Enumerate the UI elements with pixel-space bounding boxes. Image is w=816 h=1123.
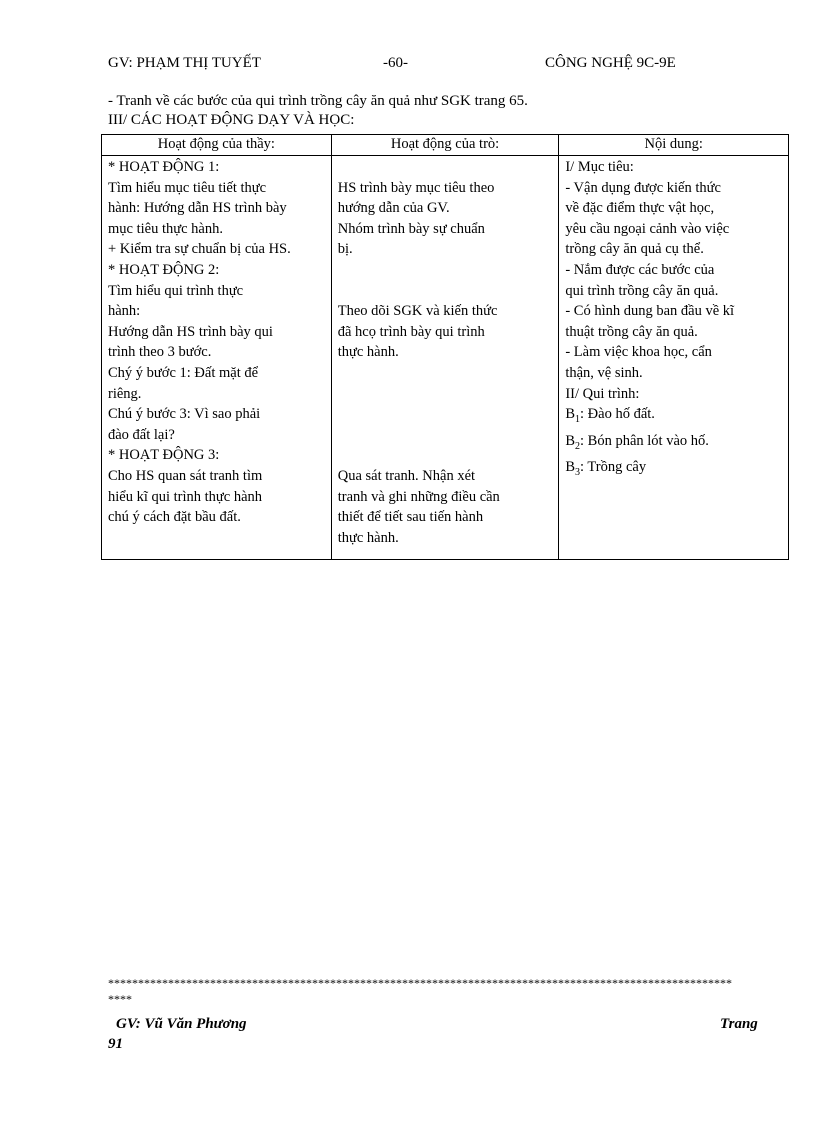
procedure-step: [565, 404, 783, 430]
header-teacher-activity: Hoạt động của thầy:: [102, 135, 332, 156]
activities-table: [101, 134, 789, 560]
teacher-activity-line: Hướng dẫn HS trình bày qui: [108, 323, 273, 340]
footer-page-number: 91: [108, 1036, 123, 1052]
content-cell: [559, 156, 789, 560]
student-activity-line: [338, 404, 554, 425]
step-text: : Bón phân lót vào hố.: [580, 432, 709, 449]
step-index: 1: [575, 414, 581, 426]
student-activity-line: [338, 425, 554, 446]
header-teacher: GV: PHẠM THỊ TUYẾT: [108, 55, 261, 71]
step-text: : Đào hố đất.: [580, 406, 655, 423]
student-activity-line: [338, 157, 554, 178]
step-letter: B: [565, 406, 576, 423]
footer-author: GV: Vũ Văn Phương: [116, 1016, 247, 1032]
student-activity-cell: [331, 156, 559, 560]
step-index: 2: [575, 440, 581, 452]
teacher-activity-line: * HOẠT ĐỘNG 3:: [108, 447, 220, 464]
footer-trang: Trang: [720, 1016, 758, 1032]
student-activity-line: Qua sát tranh. Nhận xét: [337, 467, 476, 484]
student-activity-line: bị.: [337, 241, 353, 258]
content-line: - Nắm được các bước của: [565, 261, 715, 278]
content-line: - Làm việc khoa học, cẩn: [565, 344, 712, 361]
student-activity-line: [338, 445, 554, 466]
teacher-activity-line: Cho HS quan sát tranh tìm: [108, 467, 263, 484]
step-letter: B: [565, 432, 576, 449]
content-line: qui trình trồng cây ăn quả.: [565, 282, 719, 299]
content-line: - Có hình dung ban đầu về kĩ: [565, 303, 735, 320]
header-content: Nội dung:: [559, 135, 789, 156]
student-activity-line: [338, 363, 554, 384]
teacher-activity-line: riêng.: [108, 385, 142, 402]
teacher-activity-line: đào đất lại?: [108, 426, 175, 443]
content-line: trồng cây ăn quả cụ thể.: [565, 241, 704, 258]
content-line: - Vận dụng được kiến thức: [565, 179, 721, 196]
teacher-activity-line: * HOẠT ĐỘNG 2:: [108, 261, 220, 278]
teacher-activity-line: hiểu kĩ qui trình thực hành: [108, 488, 263, 505]
page-header: [108, 55, 708, 77]
procedure-step: [565, 457, 783, 483]
student-activity-line: tranh và ghi những điều cần: [337, 488, 500, 505]
content-line: thận, vệ sinh.: [565, 364, 643, 381]
star-divider-tail: ****: [108, 992, 132, 1006]
teacher-activity-line: mục tiêu thực hành.: [108, 220, 223, 237]
materials-line: - Tranh về các bước của qui trình trồng cây ăn quả như SGK trang 65.: [108, 93, 528, 109]
teacher-activity-line: hành: Hướng dẫn HS trình bày: [108, 200, 287, 217]
student-activity-line: thực hành.: [337, 529, 399, 546]
header-page-number: -60-: [383, 55, 408, 71]
teacher-activity-line: Tìm hiểu qui trình thực: [108, 282, 244, 299]
teacher-activity-line: * HOẠT ĐỘNG 1:: [108, 159, 220, 175]
content-line: về đặc điểm thực vật học,: [565, 200, 715, 217]
step-letter: B: [565, 459, 576, 476]
section-heading: III/ CÁC HOẠT ĐỘNG DẠY VÀ HỌC:: [108, 112, 355, 128]
teacher-activity-line: trình theo 3 bước.: [108, 344, 212, 361]
student-activity-line: [338, 384, 554, 405]
teacher-activity-line: + Kiểm tra sự chuẩn bị của HS.: [108, 241, 291, 258]
star-divider-line: ********************************************************************************************************: [108, 976, 732, 990]
content-line: II/ Qui trình:: [565, 385, 640, 402]
student-activity-line: [338, 260, 554, 281]
student-activity-line: Theo dõi SGK và kiến thức: [337, 303, 498, 320]
step-text: : Trồng cây: [580, 459, 647, 476]
student-activity-line: thiết để tiết sau tiến hành: [337, 509, 484, 526]
table-row: [102, 156, 789, 560]
table-header-row: [102, 135, 789, 156]
header-subject: CÔNG NGHỆ 9C-9E: [545, 55, 676, 71]
content-line: thuật trồng cây ăn quả.: [565, 323, 698, 340]
teacher-activity-line: Chý ý bước 1: Đất mặt để: [108, 364, 259, 381]
student-activity-line: hướng dẫn của GV.: [337, 200, 450, 217]
teacher-activity-cell: [102, 156, 332, 560]
star-divider: [108, 975, 788, 1007]
teacher-activity-line: Tìm hiểu mục tiêu tiết thực: [108, 179, 267, 196]
teacher-activity-line: Chú ý bước 3: Vì sao phải: [108, 406, 261, 423]
step-index: 3: [575, 466, 581, 478]
procedure-step: [565, 431, 783, 457]
student-activity-line: thực hành.: [337, 344, 399, 361]
content-line: yêu cầu ngoại cảnh vào việc: [565, 220, 730, 237]
content-line: I/ Mục tiêu:: [565, 159, 634, 175]
teacher-activity-line: hành:: [108, 303, 141, 320]
header-student-activity: Hoạt động của trò:: [331, 135, 559, 156]
student-activity-line: [338, 281, 554, 302]
student-activity-line: đã hcọ trình bày qui trình: [337, 323, 485, 340]
student-activity-line: HS trình bày mục tiêu theo: [337, 179, 495, 196]
teacher-activity-line: chú ý cách đặt bầu đất.: [108, 509, 241, 526]
student-activity-line: Nhóm trình bày sự chuẩn: [337, 220, 485, 237]
